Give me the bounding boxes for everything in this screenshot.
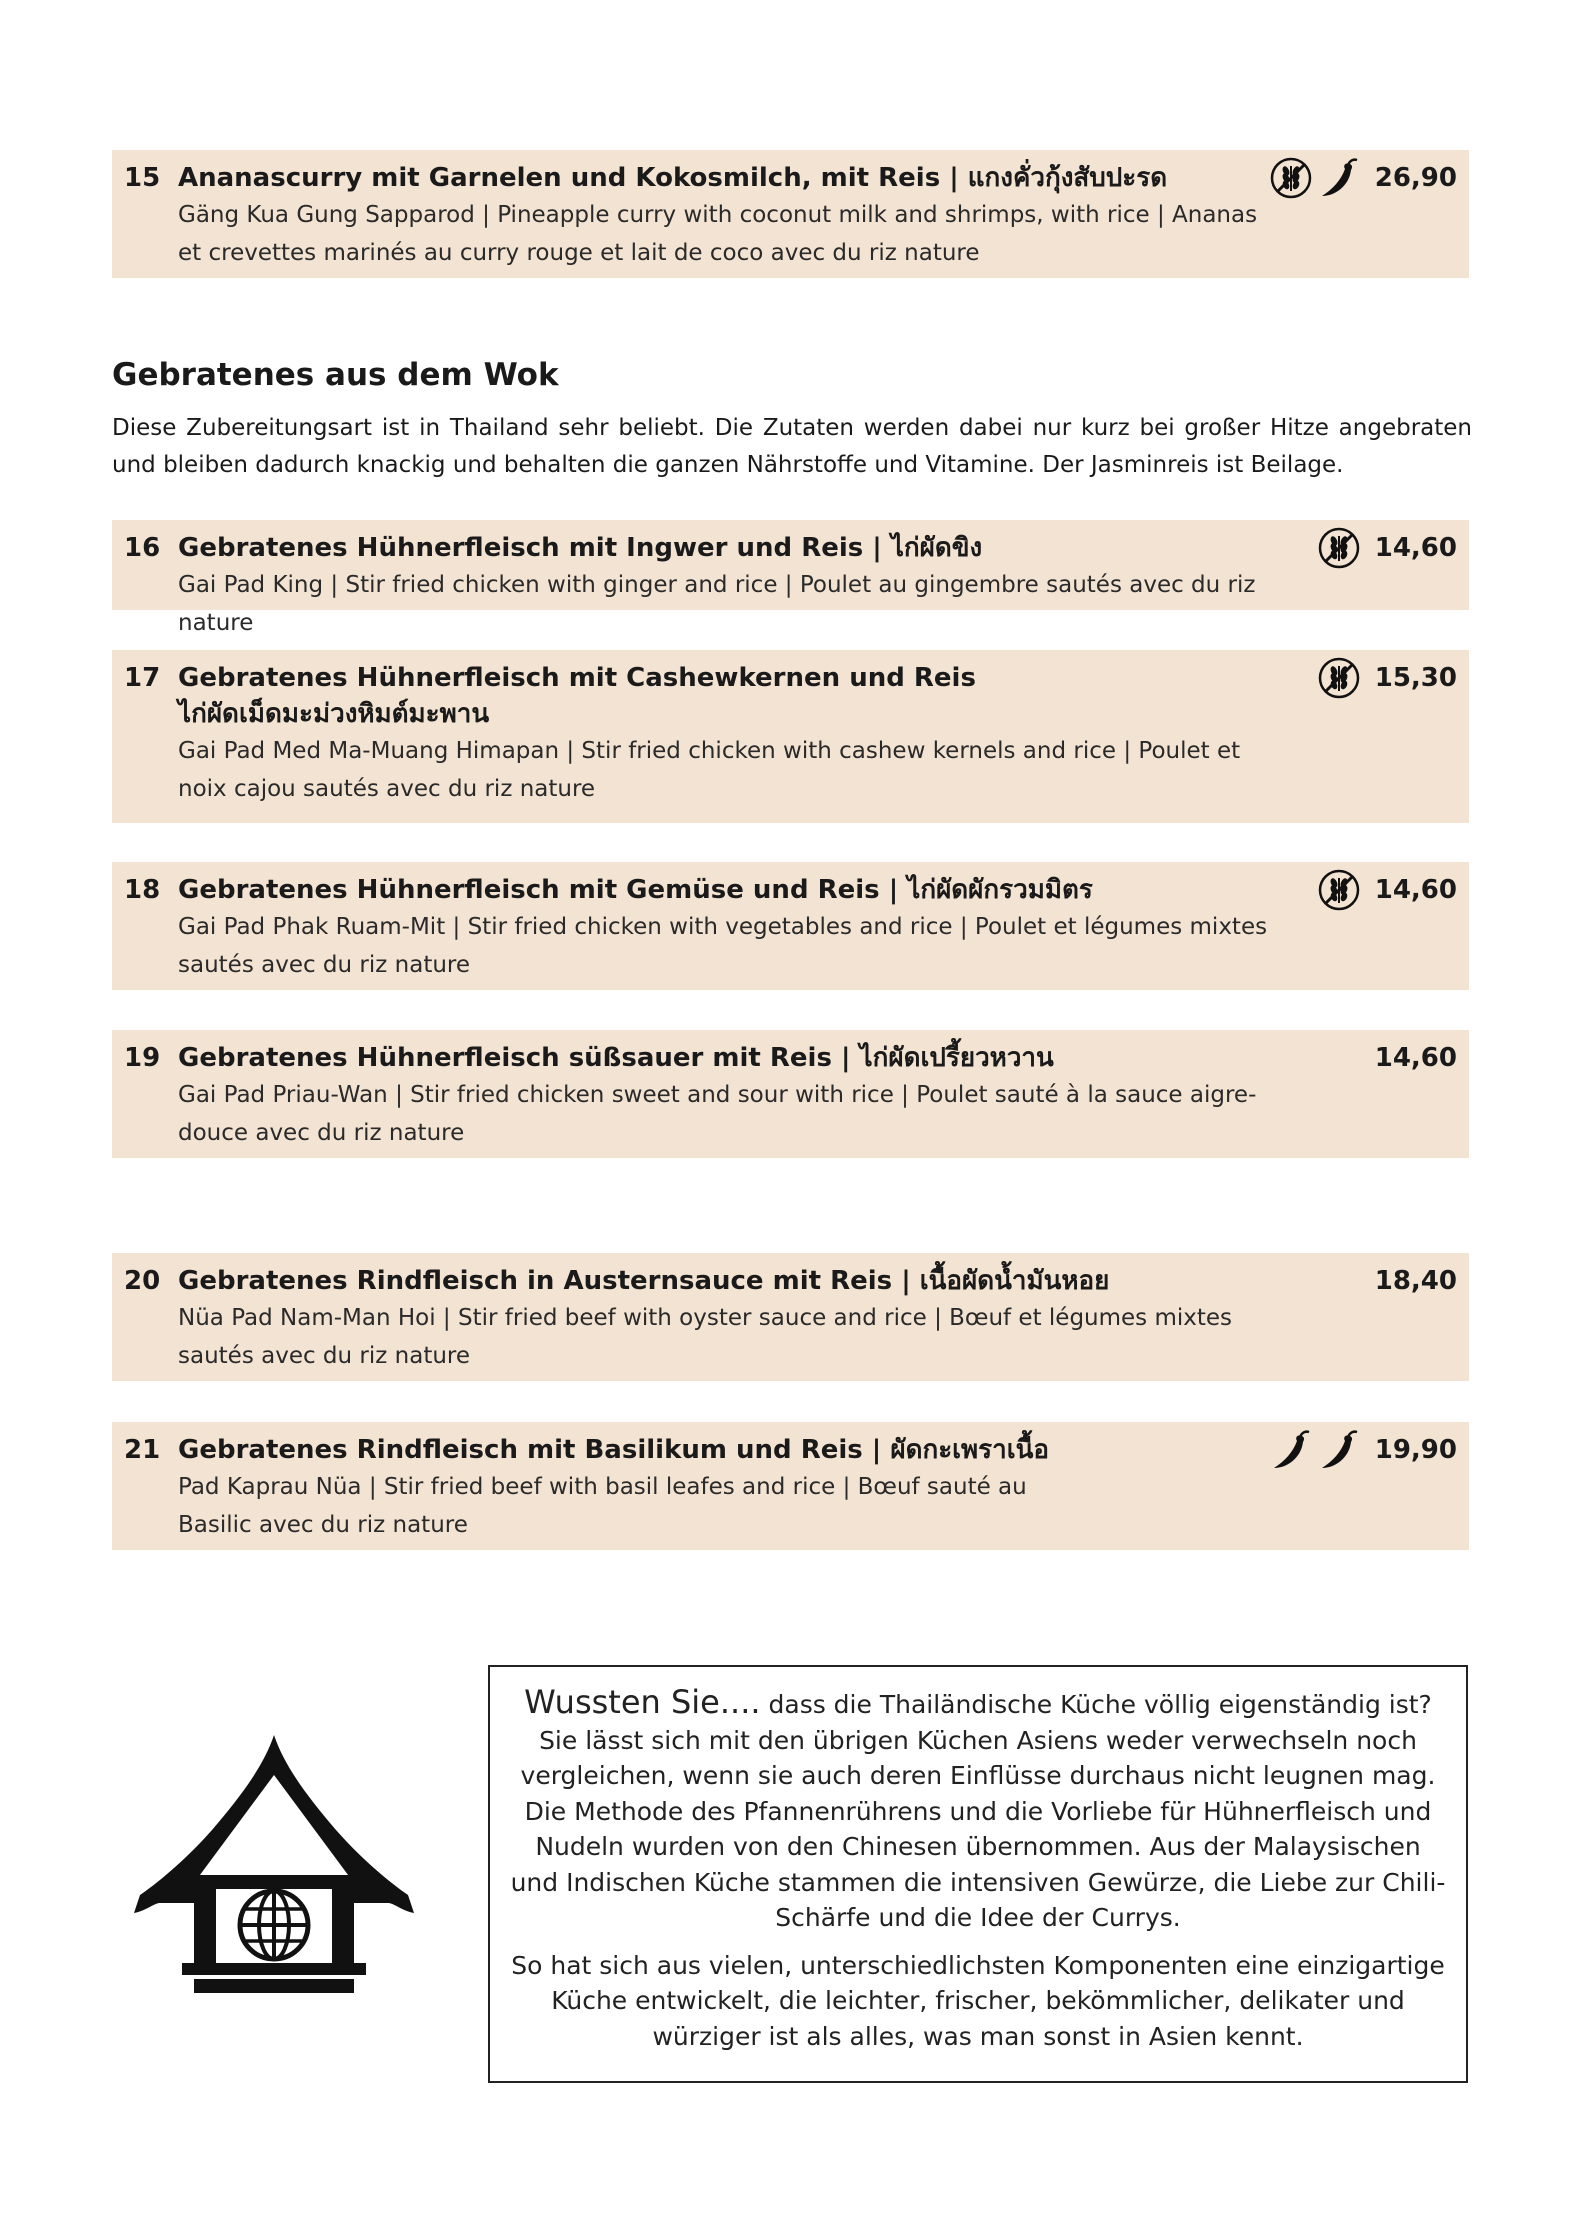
item-description: Gai Pad Med Ma-Muang Himapan | Stir fried chicken with cashew kernels and rice | Poulet et noix cajou sautés avec du riz nature	[178, 738, 1241, 802]
thai-house-globe-logo	[132, 1735, 416, 1995]
item-number: 16	[124, 533, 161, 563]
item-number: 20	[124, 1266, 161, 1296]
gluten-free-icon	[1317, 868, 1361, 912]
item-description: Gai Pad Priau-Wan | Stir fried chicken sweet and sour with rice | Poulet sauté à la sauce aigre-douce avec du riz nature	[178, 1082, 1257, 1146]
chili-icon	[1319, 156, 1361, 200]
menu-item-17	[112, 650, 1469, 823]
menu-item-20	[112, 1253, 1469, 1381]
item-price: 18,40	[1374, 1266, 1457, 1296]
info-lead: Wussten Sie....	[524, 1683, 761, 1721]
info-paragraph-1	[510, 1685, 1446, 1936]
item-title: Ananascurry mit Garnelen und Kokosmilch, mit Reis | แกงคั่วกุ้งสับปะรด	[178, 163, 1168, 193]
item-description: Nüa Pad Nam-Man Hoi | Stir fried beef with oyster sauce and rice | Bœuf et légumes mixtes sautés avec du riz nature	[178, 1305, 1233, 1369]
item-price: 14,60	[1374, 533, 1457, 563]
item-title: Gebratenes Hühnerfleisch mit Cashewkernen und Reis	[178, 663, 976, 693]
item-price: 14,60	[1374, 875, 1457, 905]
item-price: 15,30	[1374, 663, 1457, 693]
item-number: 15	[124, 163, 161, 193]
section-title: Gebratenes aus dem Wok	[112, 357, 559, 393]
info-box	[488, 1665, 1468, 2083]
item-title: Gebratenes Hühnerfleisch mit Ingwer und Reis | ไก่ผัดขิง	[178, 533, 983, 563]
item-number: 18	[124, 875, 161, 905]
item-price: 26,90	[1374, 163, 1457, 193]
gluten-free-icon	[1317, 656, 1361, 700]
menu-item-19	[112, 1030, 1469, 1158]
info-paragraph-2: So hat sich aus vielen, unterschiedlichsten Komponenten eine einzigartige Küche entwickelt, die leichter, frischer, bekömmlicher, delikater und würziger ist als alles, was man sonst in Asien kennt.	[511, 1950, 1445, 2051]
item-description: Pad Kaprau Nüa | Stir fried beef with basil leafes and rice | Bœuf sauté au Basilic avec du riz nature	[178, 1474, 1027, 1538]
gluten-free-icon	[1317, 526, 1361, 570]
item-title: Gebratenes Hühnerfleisch mit Gemüse und Reis | ไก่ผัดผักรวมมิตร	[178, 875, 1093, 905]
item-number: 21	[124, 1435, 161, 1465]
item-description: Gai Pad Phak Ruam-Mit | Stir fried chicken with vegetables and rice | Poulet et légumes mixtes sautés avec du riz nature	[178, 914, 1268, 978]
menu-item-15	[112, 150, 1469, 278]
menu-item-21	[112, 1422, 1469, 1550]
item-title: Gebratenes Hühnerfleisch süßsauer mit Reis | ไก่ผัดเปรี้ยวหวาน	[178, 1043, 1054, 1073]
menu-item-18	[112, 862, 1469, 990]
item-number: 17	[124, 663, 161, 693]
section-intro: Diese Zubereitungsart ist in Thailand sehr beliebt. Die Zutaten werden dabei nur kurz bei großer Hitze angebraten und bleiben dadurch knackig und behalten die ganzen Nährstoffe und Vitamine. Der Jasminreis ist Beilage.	[112, 415, 1472, 478]
gluten-free-icon	[1269, 156, 1313, 200]
item-description: Gäng Kua Gung Sapparod | Pineapple curry with coconut milk and shrimps, with rice | Ananas et crevettes marinés au curry rouge et lait de coco avec du riz nature	[178, 202, 1258, 266]
chili-icon	[1319, 1428, 1361, 1472]
item-title: Gebratenes Rindfleisch mit Basilikum und Reis | ผัดกะเพราเนื้อ	[178, 1435, 1050, 1465]
item-price: 14,60	[1374, 1043, 1457, 1073]
item-number: 19	[124, 1043, 161, 1073]
item-title: Gebratenes Rindfleisch in Austernsauce mit Reis | เนื้อผัดน้ำมันหอย	[178, 1266, 1110, 1296]
item-price: 19,90	[1374, 1435, 1457, 1465]
item-description: Gai Pad King | Stir fried chicken with ginger and rice | Poulet au gingembre sautés avec du riz nature	[178, 572, 1256, 636]
item-title-thai: ไก่ผัดเม็ดมะม่วงหิมต์มะพาน	[178, 699, 490, 729]
info-text-1: dass die Thailändische Küche völlig eigenständig ist? Sie lässt sich mit den übrigen Küchen Asiens weder verwechseln noch vergleichen, wenn sie auch deren Einflüsse durchaus nicht leugnen mag. Die Methode des Pfannenrührens und die Vorliebe für Hühnerfleisch und Nudeln wurden von den Chinesen übernommen. Aus der Malaysischen und Indischen Küche stammen die intensiven Gewürze, die Liebe zur Chili-Schärfe und die Idee der Currys.	[510, 1690, 1446, 1932]
chili-icon	[1271, 1428, 1313, 1472]
menu-item-16	[112, 520, 1469, 636]
